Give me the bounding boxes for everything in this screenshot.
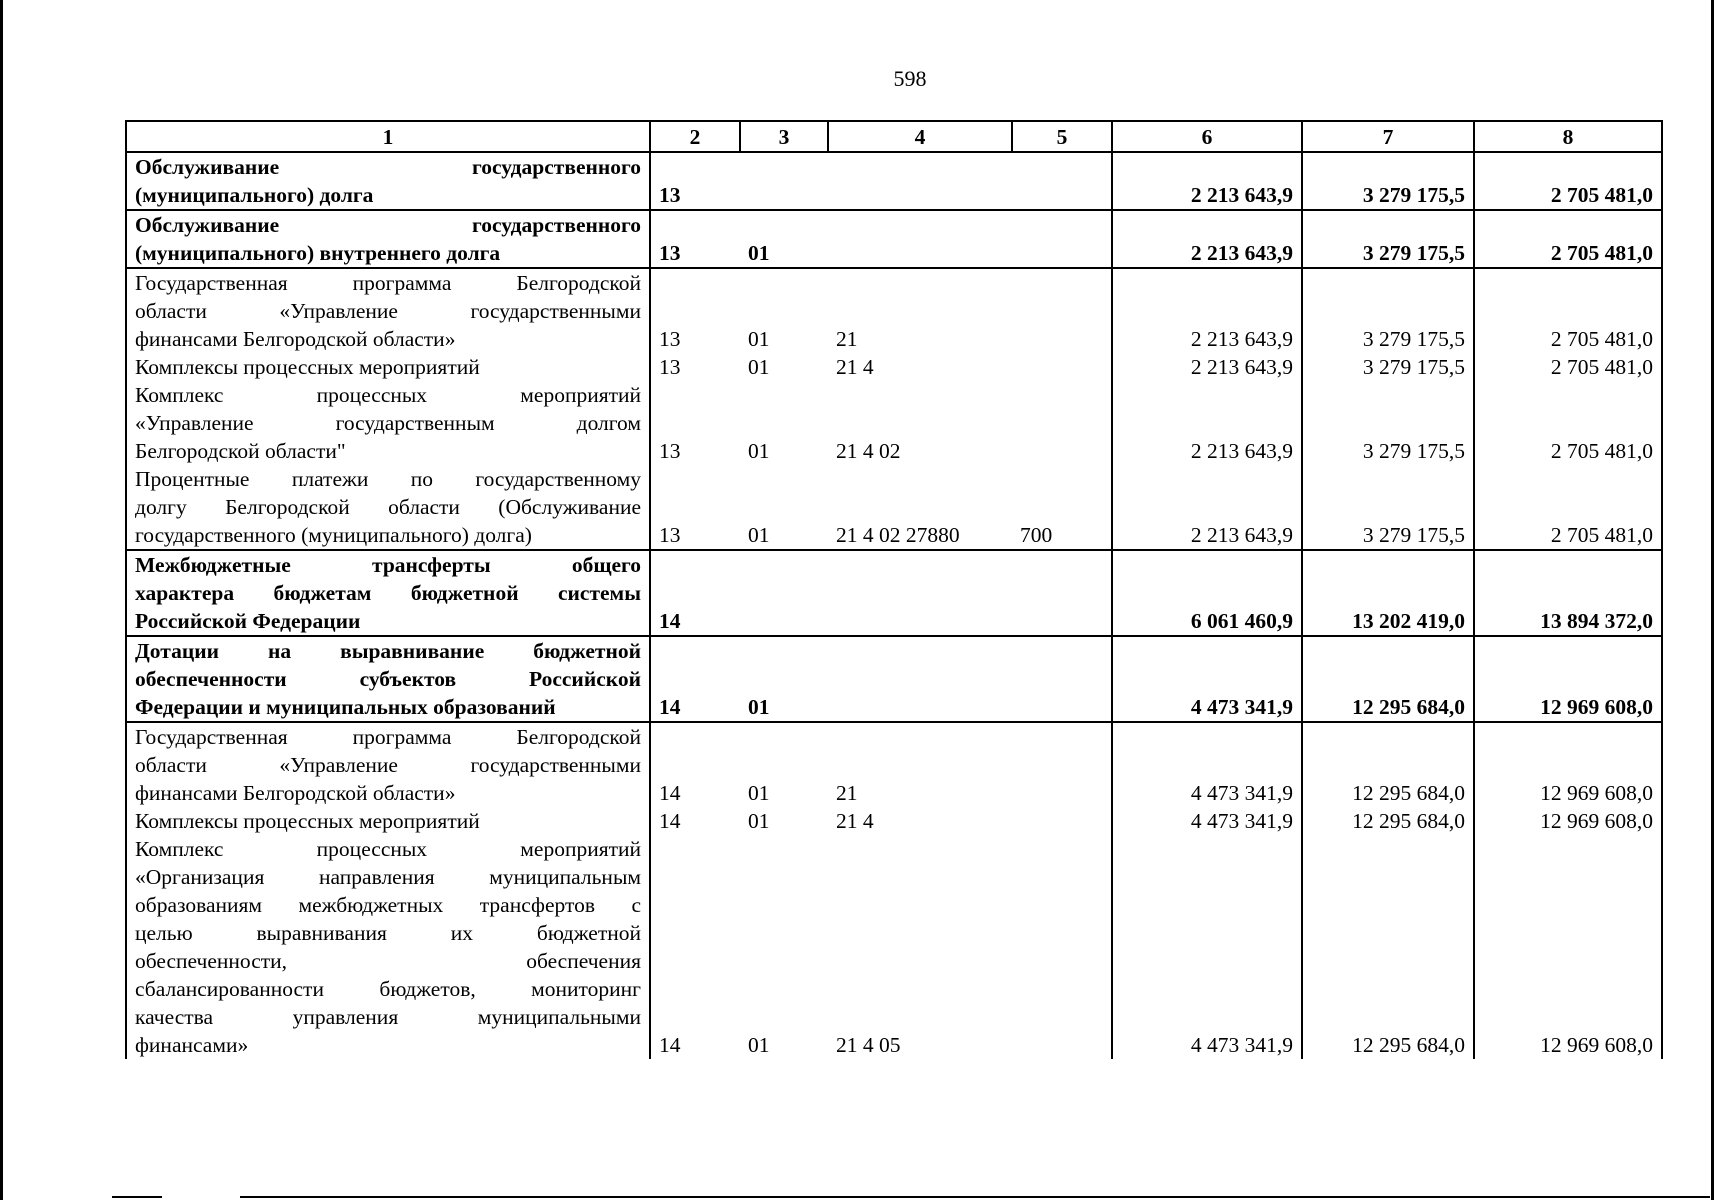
- row-name-line: долгу Белгородской области (Обслуживание: [135, 495, 641, 519]
- section-code: 13: [650, 152, 740, 210]
- row-name-line: области «Управление государственными: [135, 753, 641, 777]
- row-name-cell: [126, 550, 650, 636]
- amount-year-3: 2 705 481,0: [1474, 465, 1662, 550]
- target-article-code: 21 4: [836, 809, 874, 833]
- amount-year-2: 3 279 175,5: [1302, 353, 1474, 381]
- target-article-code: 21 4 02: [836, 439, 901, 463]
- amount-year-3: 12 969 608,0: [1474, 722, 1662, 807]
- amount-year-2: 3 279 175,5: [1302, 268, 1474, 353]
- table-row: [126, 550, 1662, 636]
- row-name-line: государственного (муниципального) долга): [135, 523, 532, 547]
- header-col-4: 4: [828, 121, 1012, 152]
- budget-table: [125, 120, 1663, 1059]
- amount-year-2: 12 295 684,0: [1302, 835, 1474, 1059]
- row-name-line: Российской Федерации: [135, 609, 361, 633]
- expense-type-code: [1012, 268, 1112, 353]
- row-name-line: Межбюджетные трансферты общего: [135, 553, 641, 577]
- row-name-line: Федерации и муниципальных образований: [135, 695, 556, 719]
- header-col-2: 2: [650, 121, 740, 152]
- table-row: [126, 152, 1662, 210]
- amount-year-1: 4 473 341,9: [1112, 722, 1302, 807]
- subsection-code: [740, 550, 828, 636]
- amount-year-3: 2 705 481,0: [1474, 268, 1662, 353]
- row-name-line: Процентные платежи по государственному: [135, 467, 641, 491]
- row-name-line: (муниципального) долга: [135, 183, 374, 207]
- subsection-code: 01: [740, 465, 828, 550]
- expense-type-code: [1012, 722, 1112, 807]
- table-row: [126, 210, 1662, 268]
- amount-year-2: 3 279 175,5: [1302, 381, 1474, 465]
- target-article-code: [828, 210, 1012, 268]
- amount-year-3: 2 705 481,0: [1474, 381, 1662, 465]
- subsection-code: 01: [740, 636, 828, 722]
- row-name-line: Государственная программа Белгородской: [135, 725, 641, 749]
- section-code: 13: [650, 465, 740, 550]
- header-col-8: 8: [1474, 121, 1662, 152]
- table-row: [126, 636, 1662, 722]
- amount-year-1: 2 213 643,9: [1112, 268, 1302, 353]
- target-article-code: [828, 550, 1012, 636]
- row-name-line: «Организация направления муниципальным: [135, 865, 641, 889]
- amount-year-1: 2 213 643,9: [1112, 381, 1302, 465]
- target-article-code: 21: [836, 781, 858, 805]
- row-name-line: Обслуживание государственного: [135, 155, 641, 179]
- row-name-line: Комплексы процессных мероприятий: [135, 809, 480, 833]
- amount-year-3: 2 705 481,0: [1474, 210, 1662, 268]
- expense-type-code: [1012, 210, 1112, 268]
- amount-year-1: 4 473 341,9: [1112, 807, 1302, 835]
- section-code: 14: [659, 1033, 681, 1057]
- row-name-line: Дотации на выравнивание бюджетной: [135, 639, 641, 663]
- section-code: 13: [659, 327, 681, 351]
- row-name-cell: [126, 636, 650, 722]
- table-row: [126, 807, 1662, 835]
- row-name-line: Комплекс процессных мероприятий: [135, 383, 641, 407]
- amount-year-2: 13 202 419,0: [1302, 550, 1474, 636]
- row-name-line: финансами Белгородской области»: [135, 327, 456, 351]
- section-code: 13: [659, 355, 681, 379]
- header-col-6: 6: [1112, 121, 1302, 152]
- row-name-line: Комплексы процессных мероприятий: [135, 355, 480, 379]
- row-name-line: обеспеченности субъектов Российской: [135, 667, 641, 691]
- subsection-code: [740, 152, 828, 210]
- table-row: [126, 268, 1662, 353]
- row-name-cell: [126, 353, 650, 381]
- amount-year-2: 12 295 684,0: [1302, 807, 1474, 835]
- amount-year-2: 3 279 175,5: [1302, 152, 1474, 210]
- table-row: [126, 465, 1662, 550]
- section-code: 14: [659, 781, 681, 805]
- section-code: 14: [659, 809, 681, 833]
- bottom-rule: [240, 1196, 1710, 1198]
- row-name-cell: [126, 807, 650, 835]
- row-name-cell: [126, 465, 650, 550]
- amount-year-3: 12 969 608,0: [1474, 807, 1662, 835]
- table-row: [126, 835, 1662, 1059]
- header-col-1: 1: [126, 121, 650, 152]
- amount-year-1: 2 213 643,9: [1112, 210, 1302, 268]
- row-name-cell: [126, 268, 650, 353]
- row-name-line: области «Управление государственными: [135, 299, 641, 323]
- header-col-7: 7: [1302, 121, 1474, 152]
- target-article-code: 21 4 02 27880: [828, 465, 1012, 550]
- page-number: 598: [893, 66, 927, 91]
- section-code: 13: [650, 210, 740, 268]
- target-article-code: 21: [836, 327, 858, 351]
- amount-year-3: 2 705 481,0: [1474, 152, 1662, 210]
- target-article-code: [828, 152, 1012, 210]
- expense-type-code: 700: [1012, 465, 1112, 550]
- amount-year-1: 2 213 643,9: [1112, 152, 1302, 210]
- section-code: 13: [659, 439, 681, 463]
- expense-type-code: [1012, 636, 1112, 722]
- expense-type-code: [1012, 807, 1112, 835]
- row-name-line: сбалансированности бюджетов, мониторинг: [135, 977, 641, 1001]
- amount-year-3: 12 969 608,0: [1474, 636, 1662, 722]
- page-edge-left: [0, 0, 3, 1200]
- amount-year-2: 12 295 684,0: [1302, 636, 1474, 722]
- subsection-code: 01: [740, 210, 828, 268]
- subsection-code: 01: [748, 439, 770, 463]
- row-name-line: Государственная программа Белгородской: [135, 271, 641, 295]
- row-name-line: (муниципального) внутреннего долга: [135, 241, 501, 265]
- amount-year-3: 13 894 372,0: [1474, 550, 1662, 636]
- table-row: [126, 381, 1662, 465]
- header-col-3: 3: [740, 121, 828, 152]
- section-code: 14: [650, 550, 740, 636]
- row-name-line: «Управление государственным долгом: [135, 411, 641, 435]
- expense-type-code: [1012, 381, 1112, 465]
- row-name-cell: [126, 152, 650, 210]
- row-name-line: финансами»: [135, 1033, 249, 1057]
- expense-type-code: [1012, 835, 1112, 1059]
- target-article-code: [828, 636, 1012, 722]
- row-name-line: образованиям межбюджетных трансфертов с: [135, 893, 641, 917]
- header-row: [126, 121, 1662, 152]
- expense-type-code: [1012, 152, 1112, 210]
- amount-year-1: 2 213 643,9: [1112, 353, 1302, 381]
- amount-year-2: 3 279 175,5: [1302, 210, 1474, 268]
- subsection-code: 01: [748, 355, 770, 379]
- row-name-cell: [126, 722, 650, 807]
- amount-year-1: 2 213 643,9: [1112, 465, 1302, 550]
- amount-year-1: 6 061 460,9: [1112, 550, 1302, 636]
- row-name-line: характера бюджетам бюджетной системы: [135, 581, 641, 605]
- amount-year-3: 2 705 481,0: [1474, 353, 1662, 381]
- row-name-line: финансами Белгородской области»: [135, 781, 456, 805]
- row-name-cell: [126, 835, 650, 1059]
- section-code: 14: [650, 636, 740, 722]
- expense-type-code: [1012, 550, 1112, 636]
- subsection-code: 01: [748, 1033, 770, 1057]
- amount-year-1: 4 473 341,9: [1112, 636, 1302, 722]
- subsection-code: 01: [748, 809, 770, 833]
- row-name-line: обеспеченности, обеспечения: [135, 949, 641, 973]
- row-name-cell: [126, 381, 650, 465]
- amount-year-2: 3 279 175,5: [1302, 465, 1474, 550]
- target-article-code: 21 4 05: [836, 1033, 901, 1057]
- amount-year-3: 12 969 608,0: [1474, 835, 1662, 1059]
- amount-year-2: 12 295 684,0: [1302, 722, 1474, 807]
- row-name-line: целью выравнивания их бюджетной: [135, 921, 641, 945]
- header-col-5: 5: [1012, 121, 1112, 152]
- target-article-code: 21 4: [836, 355, 874, 379]
- amount-year-1: 4 473 341,9: [1112, 835, 1302, 1059]
- expense-type-code: [1012, 353, 1112, 381]
- bottom-rule-left: [112, 1196, 162, 1198]
- row-name-line: Белгородской области": [135, 439, 346, 463]
- table-row: [126, 722, 1662, 807]
- subsection-code: 01: [748, 781, 770, 805]
- row-name-line: Обслуживание государственного: [135, 213, 641, 237]
- subsection-code: 01: [748, 327, 770, 351]
- table-row: [126, 353, 1662, 381]
- row-name-cell: [126, 210, 650, 268]
- row-name-line: качества управления муниципальными: [135, 1005, 641, 1029]
- row-name-line: Комплекс процессных мероприятий: [135, 837, 641, 861]
